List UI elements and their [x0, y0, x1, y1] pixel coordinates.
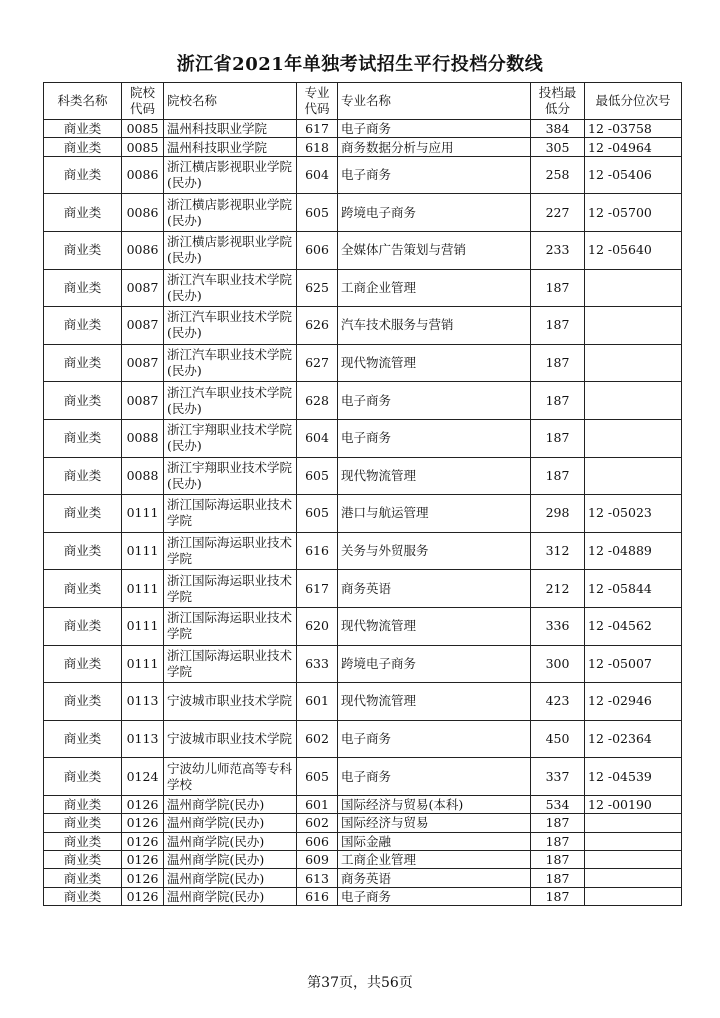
table-header-row	[44, 83, 682, 120]
cell-major-code: 617	[297, 120, 338, 138]
cell-min-rank	[585, 344, 682, 382]
cell-school-name: 温州商学院(民办)	[164, 869, 297, 887]
cell-major-code: 616	[297, 532, 338, 570]
cell-major-code: 605	[297, 495, 338, 533]
cell-category: 商业类	[44, 887, 122, 905]
cell-school-code: 0126	[122, 795, 164, 813]
cell-major-code: 627	[297, 344, 338, 382]
cell-min-rank	[585, 832, 682, 850]
cell-category: 商业类	[44, 194, 122, 232]
table-row	[44, 832, 682, 850]
cell-min-rank: 12 -05023	[585, 495, 682, 533]
cell-school-name: 浙江国际海运职业技术学院	[164, 495, 297, 533]
cell-category: 商业类	[44, 869, 122, 887]
table-row	[44, 758, 682, 796]
table-row	[44, 683, 682, 721]
cell-min-rank: 12 -04889	[585, 532, 682, 570]
cell-major-code: 633	[297, 645, 338, 683]
cell-major-code: 609	[297, 851, 338, 869]
cell-major-name: 电子商务	[338, 720, 531, 758]
cell-major-name: 现代物流管理	[338, 457, 531, 495]
cell-major-name: 国际经济与贸易	[338, 814, 531, 832]
cell-major-name: 国际金融	[338, 832, 531, 850]
cell-major-code: 620	[297, 607, 338, 645]
header-major-name: 专业名称	[338, 83, 531, 120]
cell-school-code: 0088	[122, 419, 164, 457]
cell-major-name: 电子商务	[338, 382, 531, 420]
cell-min-score: 534	[531, 795, 585, 813]
cell-major-name: 现代物流管理	[338, 683, 531, 721]
cell-category: 商业类	[44, 120, 122, 138]
cell-min-score: 423	[531, 683, 585, 721]
cell-school-code: 0126	[122, 832, 164, 850]
cell-major-name: 全媒体广告策划与营销	[338, 231, 531, 269]
cell-min-score: 312	[531, 532, 585, 570]
cell-min-score: 233	[531, 231, 585, 269]
cell-major-code: 602	[297, 814, 338, 832]
cell-school-name: 温州科技职业学院	[164, 120, 297, 138]
cell-min-rank	[585, 382, 682, 420]
cell-school-name: 温州商学院(民办)	[164, 814, 297, 832]
cell-school-name: 浙江汽车职业技术学院(民办)	[164, 307, 297, 345]
table-row	[44, 645, 682, 683]
cell-min-rank: 12 -05844	[585, 570, 682, 608]
cell-min-rank: 12 -05640	[585, 231, 682, 269]
table-row	[44, 814, 682, 832]
cell-school-name: 宁波城市职业技术学院	[164, 683, 297, 721]
cell-category: 商业类	[44, 457, 122, 495]
cell-school-code: 0111	[122, 532, 164, 570]
cell-major-name: 商务英语	[338, 570, 531, 608]
cell-major-code: 616	[297, 887, 338, 905]
cell-school-name: 温州商学院(民办)	[164, 832, 297, 850]
cell-major-name: 汽车技术服务与营销	[338, 307, 531, 345]
cell-school-name: 温州商学院(民办)	[164, 795, 297, 813]
cell-min-score: 187	[531, 457, 585, 495]
cell-min-rank	[585, 814, 682, 832]
table-row	[44, 607, 682, 645]
cell-school-name: 浙江宇翔职业技术学院(民办)	[164, 419, 297, 457]
table-row	[44, 194, 682, 232]
cell-school-name: 温州商学院(民办)	[164, 851, 297, 869]
cell-category: 商业类	[44, 419, 122, 457]
cell-min-rank: 12 -04964	[585, 138, 682, 156]
cell-min-rank: 12 -05406	[585, 156, 682, 194]
cell-min-rank: 12 -00190	[585, 795, 682, 813]
cell-major-name: 港口与航运管理	[338, 495, 531, 533]
table-row	[44, 869, 682, 887]
cell-school-code: 0124	[122, 758, 164, 796]
cell-major-name: 国际经济与贸易(本科)	[338, 795, 531, 813]
cell-category: 商业类	[44, 645, 122, 683]
cell-school-code: 0126	[122, 887, 164, 905]
cell-school-code: 0111	[122, 570, 164, 608]
header-major-code: 专业代码	[297, 83, 338, 120]
cell-major-code: 613	[297, 869, 338, 887]
cell-school-code: 0085	[122, 138, 164, 156]
cell-major-code: 628	[297, 382, 338, 420]
cell-min-rank: 12 -02946	[585, 683, 682, 721]
cell-school-name: 浙江国际海运职业技术学院	[164, 570, 297, 608]
table-row	[44, 156, 682, 194]
admission-score-table	[43, 82, 682, 906]
table-row	[44, 344, 682, 382]
cell-major-name: 电子商务	[338, 419, 531, 457]
cell-category: 商业类	[44, 851, 122, 869]
cell-min-score: 187	[531, 419, 585, 457]
table-row	[44, 307, 682, 345]
cell-major-code: 605	[297, 457, 338, 495]
cell-category: 商业类	[44, 570, 122, 608]
cell-school-code: 0087	[122, 307, 164, 345]
table-row	[44, 138, 682, 156]
cell-min-rank: 12 -02364	[585, 720, 682, 758]
cell-school-name: 宁波城市职业技术学院	[164, 720, 297, 758]
cell-category: 商业类	[44, 814, 122, 832]
cell-category: 商业类	[44, 607, 122, 645]
cell-category: 商业类	[44, 720, 122, 758]
cell-min-score: 187	[531, 269, 585, 307]
cell-school-code: 0111	[122, 607, 164, 645]
cell-min-rank: 12 -03758	[585, 120, 682, 138]
table-row	[44, 887, 682, 905]
header-min-score: 投档最低分	[531, 83, 585, 120]
cell-major-code: 625	[297, 269, 338, 307]
cell-major-name: 工商企业管理	[338, 269, 531, 307]
cell-min-score: 336	[531, 607, 585, 645]
cell-category: 商业类	[44, 532, 122, 570]
cell-school-code: 0087	[122, 269, 164, 307]
header-school-code: 院校代码	[122, 83, 164, 120]
table-row	[44, 495, 682, 533]
cell-min-rank: 12 -04562	[585, 607, 682, 645]
cell-school-name: 浙江国际海运职业技术学院	[164, 607, 297, 645]
page-title: 浙江省2021年单独考试招生平行投档分数线	[176, 54, 544, 75]
table-row	[44, 231, 682, 269]
cell-school-code: 0087	[122, 344, 164, 382]
cell-min-rank: 12 -05700	[585, 194, 682, 232]
cell-school-code: 0085	[122, 120, 164, 138]
table-row	[44, 720, 682, 758]
cell-min-score: 187	[531, 307, 585, 345]
cell-major-name: 现代物流管理	[338, 607, 531, 645]
cell-min-rank: 12 -04539	[585, 758, 682, 796]
cell-school-name: 浙江国际海运职业技术学院	[164, 532, 297, 570]
cell-min-score: 337	[531, 758, 585, 796]
cell-school-name: 浙江宇翔职业技术学院(民办)	[164, 457, 297, 495]
table-body	[44, 120, 682, 906]
cell-min-score: 227	[531, 194, 585, 232]
cell-min-rank	[585, 457, 682, 495]
cell-min-score: 187	[531, 832, 585, 850]
cell-major-code: 605	[297, 194, 338, 232]
cell-min-score: 212	[531, 570, 585, 608]
header-category: 科类名称	[44, 83, 122, 120]
cell-category: 商业类	[44, 382, 122, 420]
cell-category: 商业类	[44, 156, 122, 194]
cell-category: 商业类	[44, 832, 122, 850]
cell-major-code: 604	[297, 419, 338, 457]
cell-major-name: 跨境电子商务	[338, 194, 531, 232]
cell-min-score: 384	[531, 120, 585, 138]
cell-category: 商业类	[44, 495, 122, 533]
cell-category: 商业类	[44, 795, 122, 813]
cell-school-code: 0113	[122, 720, 164, 758]
cell-school-code: 0086	[122, 194, 164, 232]
cell-min-score: 187	[531, 887, 585, 905]
cell-min-score: 187	[531, 814, 585, 832]
cell-category: 商业类	[44, 307, 122, 345]
cell-min-score: 298	[531, 495, 585, 533]
cell-min-rank: 12 -05007	[585, 645, 682, 683]
cell-school-name: 温州商学院(民办)	[164, 887, 297, 905]
cell-min-score: 258	[531, 156, 585, 194]
cell-min-rank	[585, 419, 682, 457]
cell-category: 商业类	[44, 231, 122, 269]
cell-min-score: 187	[531, 869, 585, 887]
cell-major-code: 605	[297, 758, 338, 796]
table-row	[44, 532, 682, 570]
cell-school-name: 浙江汽车职业技术学院(民办)	[164, 344, 297, 382]
cell-major-code: 602	[297, 720, 338, 758]
cell-school-code: 0126	[122, 814, 164, 832]
table-row	[44, 795, 682, 813]
cell-school-code: 0111	[122, 645, 164, 683]
cell-min-rank	[585, 851, 682, 869]
cell-major-name: 关务与外贸服务	[338, 532, 531, 570]
cell-major-code: 604	[297, 156, 338, 194]
cell-school-name: 温州科技职业学院	[164, 138, 297, 156]
cell-major-name: 电子商务	[338, 120, 531, 138]
cell-school-name: 浙江汽车职业技术学院(民办)	[164, 382, 297, 420]
cell-major-name: 商务数据分析与应用	[338, 138, 531, 156]
cell-school-name: 宁波幼儿师范高等专科学校	[164, 758, 297, 796]
cell-major-code: 601	[297, 795, 338, 813]
cell-major-code: 626	[297, 307, 338, 345]
cell-school-code: 0111	[122, 495, 164, 533]
cell-school-code: 0087	[122, 382, 164, 420]
cell-major-name: 跨境电子商务	[338, 645, 531, 683]
cell-min-rank	[585, 269, 682, 307]
cell-major-code: 601	[297, 683, 338, 721]
cell-major-name: 电子商务	[338, 758, 531, 796]
header-school-name: 院校名称	[164, 83, 297, 120]
table-row	[44, 457, 682, 495]
cell-category: 商业类	[44, 683, 122, 721]
cell-school-code: 0086	[122, 156, 164, 194]
cell-school-code: 0126	[122, 869, 164, 887]
cell-category: 商业类	[44, 138, 122, 156]
cell-min-score: 187	[531, 851, 585, 869]
cell-min-score: 300	[531, 645, 585, 683]
cell-major-name: 商务英语	[338, 869, 531, 887]
cell-min-rank	[585, 307, 682, 345]
cell-major-name: 现代物流管理	[338, 344, 531, 382]
cell-min-score: 187	[531, 382, 585, 420]
cell-school-name: 浙江汽车职业技术学院(民办)	[164, 269, 297, 307]
cell-major-code: 617	[297, 570, 338, 608]
cell-school-code: 0126	[122, 851, 164, 869]
cell-major-code: 606	[297, 231, 338, 269]
cell-min-score: 450	[531, 720, 585, 758]
cell-major-name: 电子商务	[338, 887, 531, 905]
page-footer: 第37页，共56页	[307, 975, 413, 991]
header-min-rank: 最低分位次号	[585, 83, 682, 120]
table-row	[44, 269, 682, 307]
cell-category: 商业类	[44, 758, 122, 796]
table-row	[44, 851, 682, 869]
cell-school-name: 浙江横店影视职业学院(民办)	[164, 194, 297, 232]
table-row	[44, 382, 682, 420]
cell-school-name: 浙江横店影视职业学院(民办)	[164, 231, 297, 269]
cell-school-name: 浙江横店影视职业学院(民办)	[164, 156, 297, 194]
cell-major-name: 电子商务	[338, 156, 531, 194]
cell-school-code: 0086	[122, 231, 164, 269]
table-row	[44, 570, 682, 608]
cell-min-score: 305	[531, 138, 585, 156]
cell-school-name: 浙江国际海运职业技术学院	[164, 645, 297, 683]
cell-school-code: 0113	[122, 683, 164, 721]
cell-category: 商业类	[44, 344, 122, 382]
cell-major-code: 606	[297, 832, 338, 850]
cell-min-rank	[585, 869, 682, 887]
table-row	[44, 120, 682, 138]
cell-school-code: 0088	[122, 457, 164, 495]
cell-category: 商业类	[44, 269, 122, 307]
cell-major-name: 工商企业管理	[338, 851, 531, 869]
cell-min-score: 187	[531, 344, 585, 382]
cell-major-code: 618	[297, 138, 338, 156]
table-row	[44, 419, 682, 457]
cell-min-rank	[585, 887, 682, 905]
